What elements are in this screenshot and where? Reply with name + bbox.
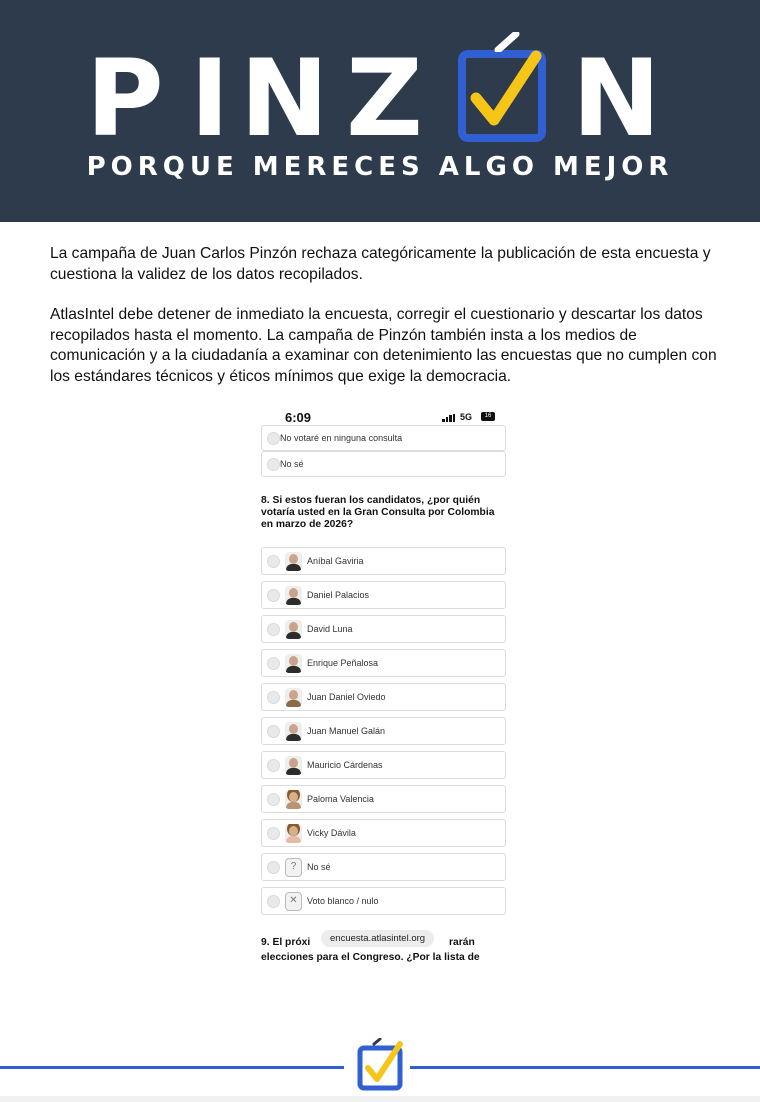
logo-letter: N — [572, 37, 661, 160]
candidate-name: Paloma Valencia — [307, 794, 374, 804]
question-mark-icon: ? — [285, 858, 302, 877]
option-label: No sé — [280, 459, 304, 469]
candidate-name: Voto blanco / nulo — [307, 896, 379, 906]
header-banner — [0, 0, 760, 222]
footer-strip — [0, 1096, 760, 1102]
tagline: PORQUE MERECES ALGO MEJOR — [86, 152, 674, 182]
candidate-name: Daniel Palacios — [307, 590, 370, 600]
footer-divider — [0, 1066, 344, 1069]
option-label: No votaré en ninguna consulta — [280, 433, 403, 443]
survey-question: 8. Si estos fueran los candidatos, ¿por quién votaría usted en la Gran Consulta por Colombia en marzo de 2026? — [261, 495, 495, 531]
logo-letter: Z — [346, 37, 423, 160]
candidate-name: Juan Manuel Galán — [307, 726, 386, 736]
status-time: 6:09 — [285, 410, 312, 425]
logo-letter: I — [190, 37, 230, 160]
candidate-option[interactable] — [261, 887, 506, 915]
battery-icon: 16 — [481, 412, 495, 421]
next-question-start: 9. El próxi — [261, 937, 311, 948]
radio-button[interactable] — [267, 623, 280, 636]
accent-mark-icon — [494, 32, 524, 52]
radio-button[interactable] — [267, 793, 280, 806]
radio-button[interactable] — [267, 759, 280, 772]
statement-paragraph: AtlasIntel debe detener de inmediato la encuesta, corregir el cuestionario y descartar los datos recopilados hasta el momento. La campaña de Pinzón también insta a los medios de comunicación y a la ciudadanía a examinar con detenimiento las encuestas que no cumplen con los estándares técnicos y éticos mínimos que exige la democracia. — [50, 306, 717, 385]
logo-letter: P — [86, 37, 164, 160]
footer-divider — [410, 1066, 760, 1069]
survey-option[interactable] — [261, 425, 506, 451]
candidate-name: Juan Daniel Oviedo — [307, 692, 386, 702]
check-box-icon — [356, 1038, 408, 1092]
survey-option[interactable] — [261, 451, 506, 477]
signal-icon — [442, 414, 456, 422]
candidate-name: Mauricio Cárdenas — [307, 760, 383, 770]
candidate-photo — [285, 824, 302, 843]
candidate-name: David Luna — [307, 624, 353, 634]
candidate-photo — [285, 620, 302, 639]
radio-button[interactable] — [267, 657, 280, 670]
x-box-icon: ✕ — [285, 892, 302, 911]
radio-button[interactable] — [267, 691, 280, 704]
url-bar[interactable]: encuesta.atlasintel.org — [321, 930, 434, 947]
candidate-option[interactable] — [261, 785, 506, 813]
candidate-photo — [285, 552, 302, 571]
candidate-photo — [285, 688, 302, 707]
radio-button[interactable] — [267, 895, 280, 908]
candidate-name: No sé — [307, 862, 331, 872]
radio-button[interactable] — [267, 458, 280, 471]
statement-paragraph: La campaña de Juan Carlos Pinzón rechaza categóricamente la publicación de esta encuesta y cuestiona la validez de los datos recopilados. — [50, 245, 711, 283]
candidate-option[interactable] — [261, 751, 506, 779]
radio-button[interactable] — [267, 861, 280, 874]
candidate-option[interactable] — [261, 683, 506, 711]
candidate-option[interactable] — [261, 581, 506, 609]
candidate-photo — [285, 722, 302, 741]
candidate-option[interactable] — [261, 717, 506, 745]
candidate-option[interactable] — [261, 819, 506, 847]
radio-button[interactable] — [267, 432, 280, 445]
logo-letter: N — [240, 37, 329, 160]
candidate-photo — [285, 586, 302, 605]
radio-button[interactable] — [267, 589, 280, 602]
candidate-name: Aníbal Gaviria — [307, 556, 364, 566]
next-question-end: rarán — [449, 937, 475, 948]
candidate-option[interactable] — [261, 547, 506, 575]
check-box-icon — [458, 50, 546, 142]
candidate-option[interactable] — [261, 649, 506, 677]
candidate-photo — [285, 756, 302, 775]
radio-button[interactable] — [267, 827, 280, 840]
next-question-line2: elecciones para el Congreso. ¿Por la lista de — [261, 952, 480, 963]
survey-screenshot — [258, 405, 512, 965]
radio-button[interactable] — [267, 555, 280, 568]
radio-button[interactable] — [267, 725, 280, 738]
network-label: 5G — [460, 412, 473, 422]
campaign-logo — [0, 37, 760, 160]
candidate-option[interactable] — [261, 853, 506, 881]
candidate-name: Vicky Dávila — [307, 828, 356, 838]
candidate-name: Enrique Peñalosa — [307, 658, 379, 668]
candidate-photo — [285, 654, 302, 673]
candidate-option[interactable] — [261, 615, 506, 643]
candidate-photo — [285, 790, 302, 809]
